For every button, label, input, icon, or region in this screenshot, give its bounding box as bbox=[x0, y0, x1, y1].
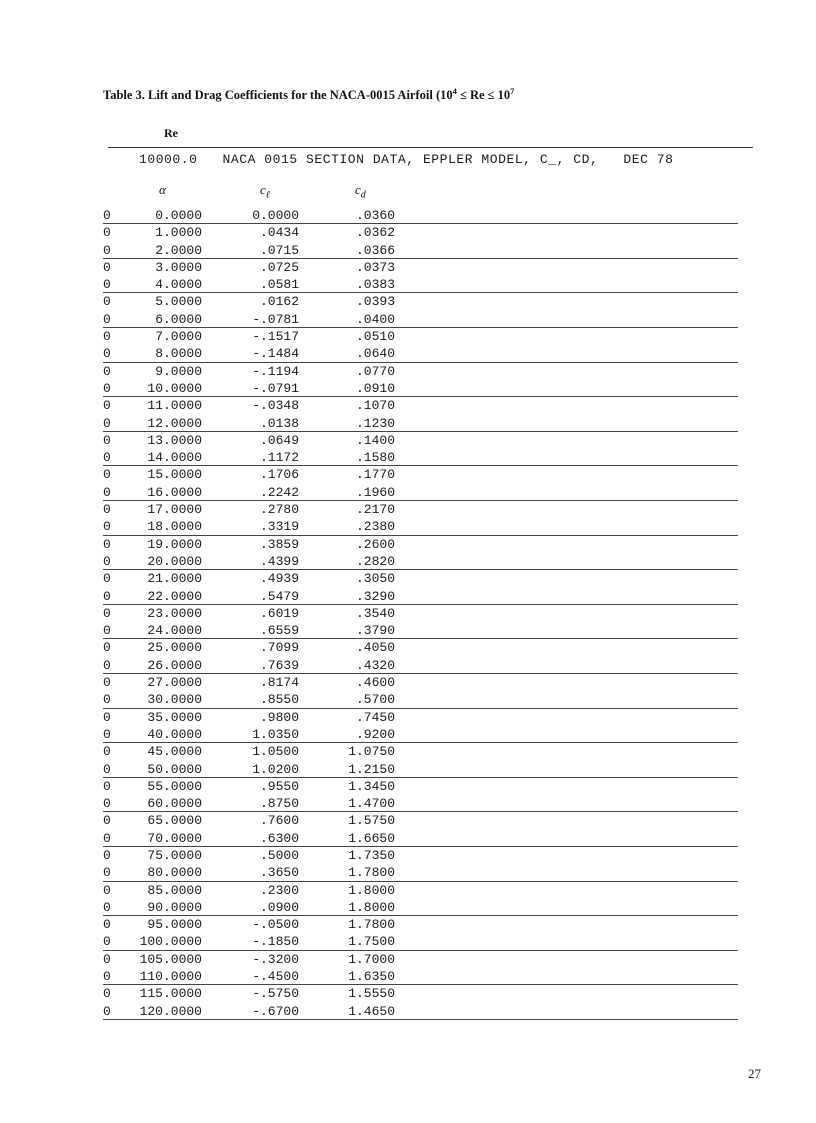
row-flag: 0 bbox=[103, 986, 111, 1002]
alpha-cell: 18.0000 bbox=[147, 519, 202, 535]
cl-cell: .0434 bbox=[259, 225, 299, 241]
row-flag: 0 bbox=[103, 484, 111, 500]
row-flag: 0 bbox=[103, 640, 111, 656]
row-flag: 0 bbox=[103, 294, 111, 310]
table-row bbox=[0, 276, 816, 293]
row-flag: 0 bbox=[103, 225, 111, 241]
cd-cell: .0366 bbox=[355, 242, 395, 258]
cl-cell: .5479 bbox=[259, 588, 299, 604]
table-row bbox=[0, 536, 816, 553]
cd-cell: .0770 bbox=[355, 363, 395, 379]
row-flag: 0 bbox=[103, 951, 111, 967]
cl-cell: -.3200 bbox=[252, 951, 299, 967]
cd-cell: .3290 bbox=[355, 588, 395, 604]
row-flag: 0 bbox=[103, 432, 111, 448]
cl-cell: -.1484 bbox=[252, 346, 299, 362]
table-row bbox=[0, 622, 816, 639]
row-flag: 0 bbox=[103, 311, 111, 327]
table-row bbox=[0, 605, 816, 622]
table-row bbox=[0, 657, 816, 674]
cd-cell: .1070 bbox=[355, 398, 395, 414]
row-divider bbox=[103, 1019, 738, 1020]
row-flag: 0 bbox=[103, 363, 111, 379]
cl-cell: .6300 bbox=[259, 830, 299, 846]
cd-cell: .2600 bbox=[355, 536, 395, 552]
table-row bbox=[0, 812, 816, 829]
alpha-cell: 45.0000 bbox=[147, 744, 202, 760]
alpha-cell: 10.0000 bbox=[147, 380, 202, 396]
alpha-cell: 105.0000 bbox=[139, 951, 202, 967]
cl-cell: -.1517 bbox=[252, 329, 299, 345]
cd-cell: 1.4650 bbox=[348, 1003, 395, 1019]
cd-cell: 1.8000 bbox=[348, 899, 395, 915]
alpha-cell: 27.0000 bbox=[147, 675, 202, 691]
row-flag: 0 bbox=[103, 934, 111, 950]
row-flag: 0 bbox=[103, 553, 111, 569]
table-row bbox=[0, 864, 816, 881]
cl-cell: .0715 bbox=[259, 242, 299, 258]
cl-cell: -.1850 bbox=[252, 934, 299, 950]
row-flag: 0 bbox=[103, 969, 111, 985]
cl-cell: .2300 bbox=[259, 882, 299, 898]
table-row bbox=[0, 345, 816, 362]
cl-cell: 1.0500 bbox=[252, 744, 299, 760]
cd-cell: .0393 bbox=[355, 294, 395, 310]
alpha-cell: 8.0000 bbox=[155, 346, 202, 362]
table-row bbox=[0, 518, 816, 535]
row-flag: 0 bbox=[103, 830, 111, 846]
table-row bbox=[0, 847, 816, 864]
row-flag: 0 bbox=[103, 726, 111, 742]
cd-cell: .0362 bbox=[355, 225, 395, 241]
row-flag: 0 bbox=[103, 259, 111, 275]
alpha-cell: 22.0000 bbox=[147, 588, 202, 604]
alpha-cell: 1.0000 bbox=[155, 225, 202, 241]
cd-cell: 1.2150 bbox=[348, 761, 395, 777]
cd-cell: 1.8000 bbox=[348, 882, 395, 898]
table-row bbox=[0, 709, 816, 726]
table-row bbox=[0, 778, 816, 795]
table-row bbox=[0, 761, 816, 778]
cl-cell: .8550 bbox=[259, 692, 299, 708]
table-row bbox=[0, 432, 816, 449]
cl-cell: .6019 bbox=[259, 605, 299, 621]
table-row bbox=[0, 639, 816, 656]
alpha-cell: 20.0000 bbox=[147, 553, 202, 569]
alpha-cell: 50.0000 bbox=[147, 761, 202, 777]
table-row bbox=[0, 207, 816, 224]
alpha-cell: 12.0000 bbox=[147, 415, 202, 431]
cd-cell: 1.5550 bbox=[348, 986, 395, 1002]
table-row bbox=[0, 501, 816, 518]
table-row bbox=[0, 397, 816, 414]
alpha-cell: 100.0000 bbox=[139, 934, 202, 950]
cd-cell: .0373 bbox=[355, 259, 395, 275]
table-row bbox=[0, 743, 816, 760]
row-flag: 0 bbox=[103, 623, 111, 639]
row-flag: 0 bbox=[103, 208, 111, 223]
row-flag: 0 bbox=[103, 865, 111, 881]
cl-cell: 1.0350 bbox=[252, 726, 299, 742]
row-flag: 0 bbox=[103, 277, 111, 293]
cd-cell: 1.5750 bbox=[348, 813, 395, 829]
row-flag: 0 bbox=[103, 813, 111, 829]
alpha-cell: 85.0000 bbox=[147, 882, 202, 898]
cl-cell: -.0791 bbox=[252, 380, 299, 396]
alpha-cell: 19.0000 bbox=[147, 536, 202, 552]
cd-cell: 1.7350 bbox=[348, 847, 395, 863]
row-flag: 0 bbox=[103, 744, 111, 760]
cd-cell: .3540 bbox=[355, 605, 395, 621]
cl-cell: -.0348 bbox=[252, 398, 299, 414]
row-flag: 0 bbox=[103, 709, 111, 725]
table-row bbox=[0, 242, 816, 259]
alpha-cell: 26.0000 bbox=[147, 657, 202, 673]
row-flag: 0 bbox=[103, 605, 111, 621]
table-row bbox=[0, 588, 816, 605]
header-rule bbox=[108, 147, 753, 148]
table-row bbox=[0, 1003, 816, 1020]
cl-cell: .6559 bbox=[259, 623, 299, 639]
cl-cell: .0138 bbox=[259, 415, 299, 431]
alpha-cell: 6.0000 bbox=[155, 311, 202, 327]
cl-cell: .0725 bbox=[259, 259, 299, 275]
table-row bbox=[0, 985, 816, 1002]
cl-cell: .2242 bbox=[259, 484, 299, 500]
cl-cell: .3650 bbox=[259, 865, 299, 881]
cl-column-header: $c_\ell$ bbox=[260, 182, 270, 201]
cd-cell: .5700 bbox=[355, 692, 395, 708]
cd-cell: 1.7800 bbox=[348, 917, 395, 933]
data-header-line: 10000.0 NACA 0015 SECTION DATA, EPPLER MODEL, C_, CD, DEC 78 bbox=[139, 152, 674, 167]
alpha-cell: 13.0000 bbox=[147, 432, 202, 448]
table-row bbox=[0, 380, 816, 397]
cd-cell: .0910 bbox=[355, 380, 395, 396]
alpha-cell: 25.0000 bbox=[147, 640, 202, 656]
alpha-cell: 9.0000 bbox=[155, 363, 202, 379]
table-row bbox=[0, 933, 816, 950]
row-flag: 0 bbox=[103, 692, 111, 708]
alpha-cell: 65.0000 bbox=[147, 813, 202, 829]
cd-cell: 1.0750 bbox=[348, 744, 395, 760]
cd-cell: .0383 bbox=[355, 277, 395, 293]
row-flag: 0 bbox=[103, 588, 111, 604]
table-row bbox=[0, 415, 816, 432]
cl-cell: -.0781 bbox=[252, 311, 299, 327]
alpha-cell: 2.0000 bbox=[155, 242, 202, 258]
row-flag: 0 bbox=[103, 796, 111, 812]
cd-cell: .7450 bbox=[355, 709, 395, 725]
alpha-cell: 15.0000 bbox=[147, 467, 202, 483]
table-row bbox=[0, 951, 816, 968]
row-flag: 0 bbox=[103, 242, 111, 258]
alpha-cell: 110.0000 bbox=[139, 969, 202, 985]
cd-cell: .1580 bbox=[355, 450, 395, 466]
table-row bbox=[0, 449, 816, 466]
alpha-cell: 75.0000 bbox=[147, 847, 202, 863]
cd-cell: .3790 bbox=[355, 623, 395, 639]
row-flag: 0 bbox=[103, 778, 111, 794]
row-flag: 0 bbox=[103, 657, 111, 673]
table-row bbox=[0, 968, 816, 985]
cl-cell: .9800 bbox=[259, 709, 299, 725]
alpha-cell: 14.0000 bbox=[147, 450, 202, 466]
alpha-cell: 120.0000 bbox=[139, 1003, 202, 1019]
cd-cell: .1960 bbox=[355, 484, 395, 500]
table-row bbox=[0, 916, 816, 933]
table-row bbox=[0, 795, 816, 812]
table-row bbox=[0, 259, 816, 276]
table-row bbox=[0, 882, 816, 899]
cd-column-header: $c_d$ bbox=[355, 182, 366, 201]
alpha-cell: 5.0000 bbox=[155, 294, 202, 310]
cl-cell: .7099 bbox=[259, 640, 299, 656]
cl-cell: .8750 bbox=[259, 796, 299, 812]
table-row bbox=[0, 899, 816, 916]
alpha-cell: 40.0000 bbox=[147, 726, 202, 742]
alpha-cell: 21.0000 bbox=[147, 571, 202, 587]
alpha-cell: 80.0000 bbox=[147, 865, 202, 881]
cd-cell: 1.6650 bbox=[348, 830, 395, 846]
row-flag: 0 bbox=[103, 882, 111, 898]
table-row bbox=[0, 484, 816, 501]
alpha-cell: 11.0000 bbox=[147, 398, 202, 414]
table-row bbox=[0, 570, 816, 587]
alpha-cell: 115.0000 bbox=[139, 986, 202, 1002]
cl-cell: .8174 bbox=[259, 675, 299, 691]
row-flag: 0 bbox=[103, 398, 111, 414]
alpha-cell: 16.0000 bbox=[147, 484, 202, 500]
cd-cell: .4320 bbox=[355, 657, 395, 673]
cd-cell: .3050 bbox=[355, 571, 395, 587]
row-flag: 0 bbox=[103, 415, 111, 431]
row-flag: 0 bbox=[103, 917, 111, 933]
cl-cell: -.5750 bbox=[252, 986, 299, 1002]
table-row bbox=[0, 691, 816, 708]
coefficient-table-body bbox=[0, 207, 816, 1020]
table-row bbox=[0, 830, 816, 847]
table-row bbox=[0, 328, 816, 345]
alpha-cell: 30.0000 bbox=[147, 692, 202, 708]
row-flag: 0 bbox=[103, 450, 111, 466]
row-flag: 0 bbox=[103, 502, 111, 518]
table-row bbox=[0, 363, 816, 380]
table-row bbox=[0, 224, 816, 241]
alpha-cell: 3.0000 bbox=[155, 259, 202, 275]
cl-cell: 1.0200 bbox=[252, 761, 299, 777]
row-flag: 0 bbox=[103, 847, 111, 863]
cl-cell: 0.0000 bbox=[252, 208, 299, 223]
cl-cell: .5000 bbox=[259, 847, 299, 863]
cl-cell: .0649 bbox=[259, 432, 299, 448]
cd-cell: .4600 bbox=[355, 675, 395, 691]
cd-cell: .2820 bbox=[355, 553, 395, 569]
alpha-cell: 17.0000 bbox=[147, 502, 202, 518]
cl-cell: .7639 bbox=[259, 657, 299, 673]
cd-cell: 1.7800 bbox=[348, 865, 395, 881]
table-row bbox=[0, 726, 816, 743]
cd-cell: 1.6350 bbox=[348, 969, 395, 985]
cd-cell: 1.7500 bbox=[348, 934, 395, 950]
cl-cell: .1706 bbox=[259, 467, 299, 483]
cd-cell: .0510 bbox=[355, 329, 395, 345]
alpha-cell: 4.0000 bbox=[155, 277, 202, 293]
row-flag: 0 bbox=[103, 899, 111, 915]
cl-cell: .0162 bbox=[259, 294, 299, 310]
cl-cell: -.6700 bbox=[252, 1003, 299, 1019]
table-title: Table 3. Lift and Drag Coefficients for the NACA-0015 Airfoil ($10^4 \le Re \le 10^7$ bbox=[103, 86, 515, 103]
cd-cell: .1400 bbox=[355, 432, 395, 448]
row-flag: 0 bbox=[103, 571, 111, 587]
alpha-cell: 55.0000 bbox=[147, 778, 202, 794]
table-row bbox=[0, 466, 816, 483]
cd-cell: .2170 bbox=[355, 502, 395, 518]
table-row bbox=[0, 293, 816, 310]
row-flag: 0 bbox=[103, 346, 111, 362]
alpha-cell: 90.0000 bbox=[147, 899, 202, 915]
table-row bbox=[0, 553, 816, 570]
alpha-cell: 60.0000 bbox=[147, 796, 202, 812]
row-flag: 0 bbox=[103, 329, 111, 345]
alpha-cell: 70.0000 bbox=[147, 830, 202, 846]
alpha-column-header: α bbox=[159, 182, 166, 197]
alpha-cell: 23.0000 bbox=[147, 605, 202, 621]
table-row bbox=[0, 311, 816, 328]
row-flag: 0 bbox=[103, 467, 111, 483]
cl-cell: .0900 bbox=[259, 899, 299, 915]
alpha-cell: 24.0000 bbox=[147, 623, 202, 639]
cl-cell: .4399 bbox=[259, 553, 299, 569]
cd-cell: .4050 bbox=[355, 640, 395, 656]
row-flag: 0 bbox=[103, 1003, 111, 1019]
cd-cell: .0360 bbox=[355, 208, 395, 223]
cl-cell: .3319 bbox=[259, 519, 299, 535]
cd-cell: .1770 bbox=[355, 467, 395, 483]
alpha-cell: 7.0000 bbox=[155, 329, 202, 345]
page-number: 27 bbox=[748, 1066, 761, 1081]
alpha-cell: 95.0000 bbox=[147, 917, 202, 933]
reynolds-label: Re bbox=[164, 126, 178, 140]
cl-cell: .9550 bbox=[259, 778, 299, 794]
cd-cell: .1230 bbox=[355, 415, 395, 431]
row-flag: 0 bbox=[103, 519, 111, 535]
row-flag: 0 bbox=[103, 536, 111, 552]
row-flag: 0 bbox=[103, 761, 111, 777]
row-flag: 0 bbox=[103, 675, 111, 691]
cl-cell: .2780 bbox=[259, 502, 299, 518]
row-flag: 0 bbox=[103, 380, 111, 396]
cl-cell: .3859 bbox=[259, 536, 299, 552]
cd-cell: .0400 bbox=[355, 311, 395, 327]
cd-cell: .9200 bbox=[355, 726, 395, 742]
alpha-cell: 35.0000 bbox=[147, 709, 202, 725]
cd-cell: .2380 bbox=[355, 519, 395, 535]
cl-cell: .0581 bbox=[259, 277, 299, 293]
cl-cell: .7600 bbox=[259, 813, 299, 829]
cd-cell: 1.7000 bbox=[348, 951, 395, 967]
cd-cell: 1.4700 bbox=[348, 796, 395, 812]
cl-cell: -.4500 bbox=[252, 969, 299, 985]
cl-cell: -.0500 bbox=[252, 917, 299, 933]
alpha-cell: 0.0000 bbox=[155, 208, 202, 223]
cl-cell: .4939 bbox=[259, 571, 299, 587]
cl-cell: .1172 bbox=[259, 450, 299, 466]
cd-cell: 1.3450 bbox=[348, 778, 395, 794]
cl-cell: -.1194 bbox=[252, 363, 299, 379]
cd-cell: .0640 bbox=[355, 346, 395, 362]
table-row bbox=[0, 674, 816, 691]
